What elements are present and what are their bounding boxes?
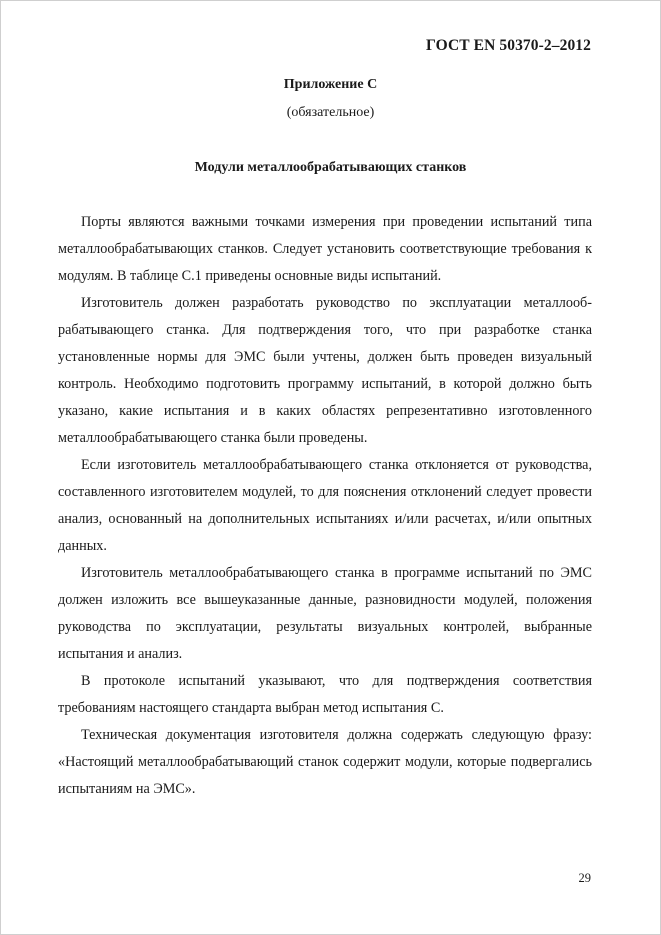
paragraph: Порты являются важными точками измерения при проведении испытаний типа металлообрабатывающих станков. Следует установить соответствующие требования к модулям. В таблице С.1 приведены основные виды испытаний. bbox=[58, 214, 592, 284]
paragraph: Техническая документация изготовителя должна содержать следующую фразу: «Настоящий металлообрабатывающий станок содержит модули, которые подвергались испытаниям на ЭМС». bbox=[58, 727, 592, 797]
paragraph: В протоколе испытаний указывают, что для подтверждения соответствия требованиям настоящего стандарта выбран метод испытания С. bbox=[58, 673, 592, 716]
appendix-title: Модули металлообрабатывающих станков bbox=[194, 160, 467, 175]
body-text bbox=[58, 209, 592, 803]
paragraph: Изготовитель металлообрабатывающего станка в программе испытаний по ЭМС должен изложить все вышеуказанные данные, разновидности модулей, положения руководства по эксплуатации, результаты визуальных контролей, выбранные испытания и анализ. bbox=[58, 565, 592, 662]
page-number: 29 bbox=[578, 871, 591, 885]
appendix-status: (обязательное) bbox=[286, 105, 375, 120]
standard-designation: ГОСТ EN 50370-2–2012 bbox=[426, 37, 591, 54]
paragraph: Если изготовитель металлообрабатывающего станка отклоняется от руководства, составленного изготовителем модулей, то для пояснения отклонений следует провести анализ, основанный на дополнительных испытаниях и/или расчетах, и/или опытных данных. bbox=[58, 457, 592, 554]
paragraph: Изготовитель должен разработать руководство по эксплуатации металлообрабатывающего станка. Для подтверждения того, что при разработке станка установленные нормы для ЭМС были учтены, должен быть проведен визуальный контроль. Необходимо подготовить программу испытаний, в которой должно быть указано, какие испытания и в каких областях репрезентативно изготовленного металлообрабатывающего станка были проведены. bbox=[58, 295, 592, 446]
appendix-label: Приложение С bbox=[283, 77, 378, 92]
